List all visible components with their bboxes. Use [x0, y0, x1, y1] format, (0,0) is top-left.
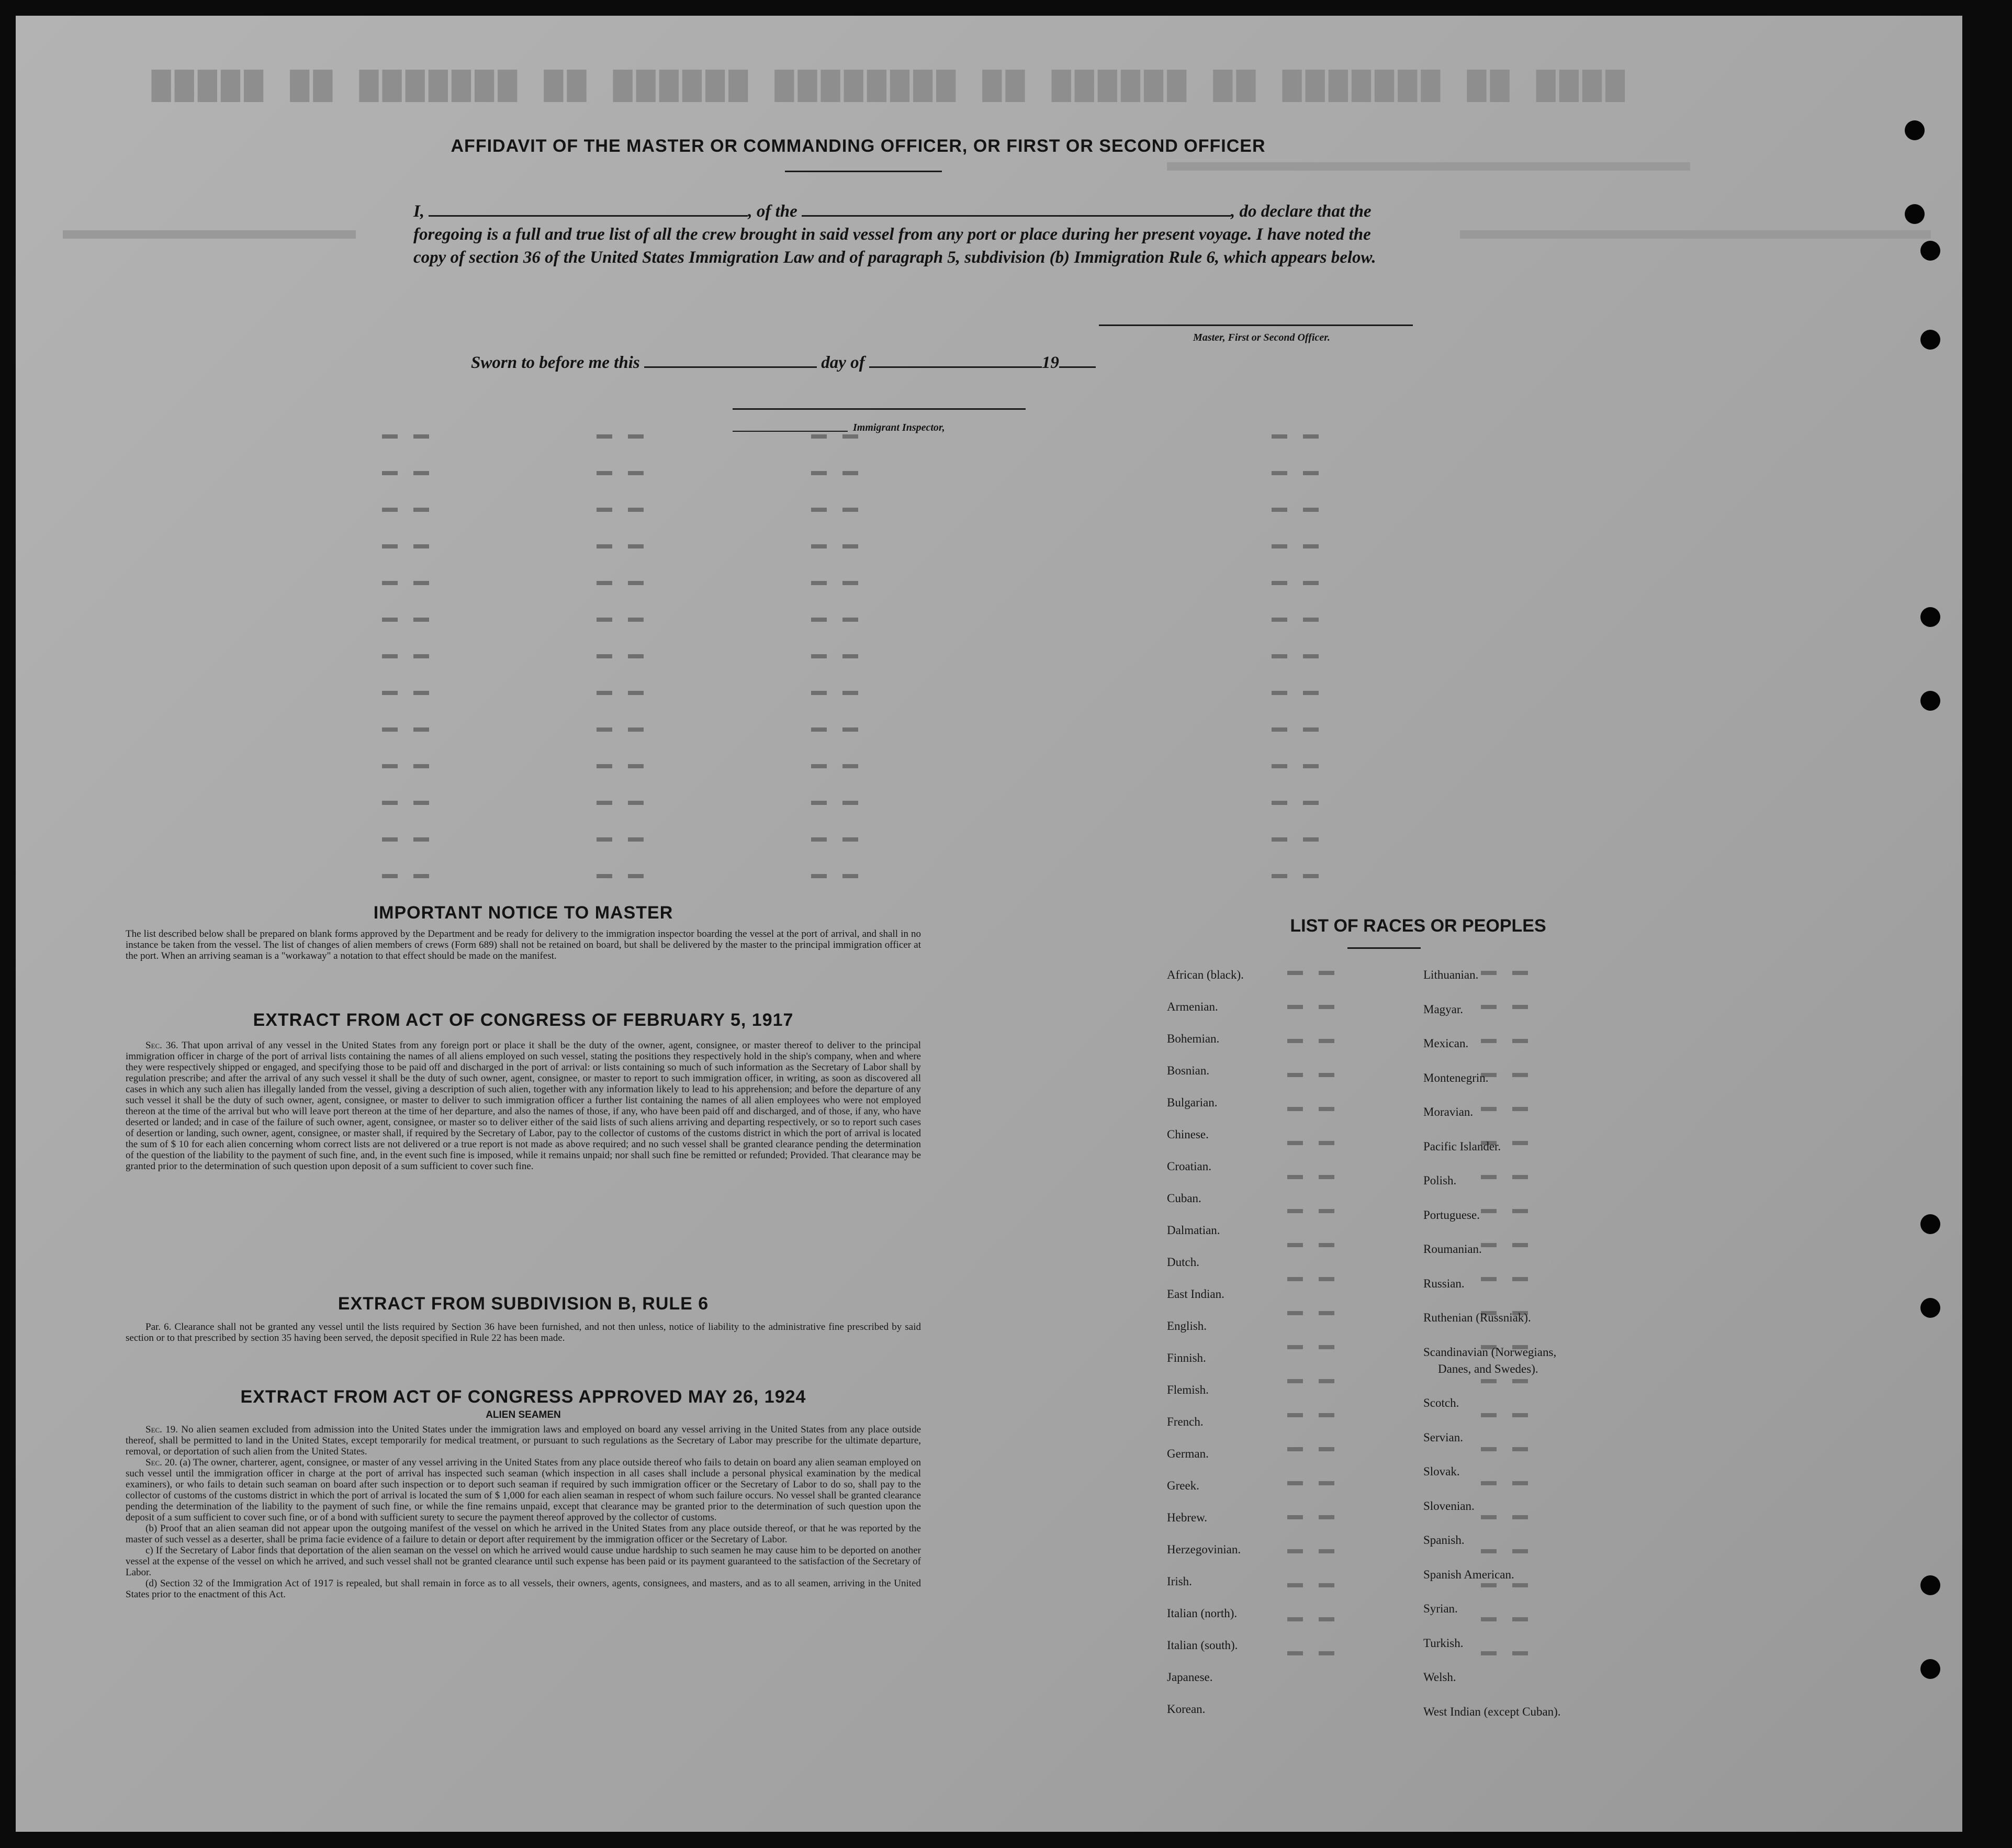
race-item: Syrian. — [1423, 1602, 1458, 1615]
row-dash — [1287, 1175, 1303, 1179]
row-dash — [1287, 1277, 1303, 1281]
row-dash — [1481, 1583, 1497, 1587]
punch-hole — [1905, 204, 1925, 224]
extract-rule6-title: EXTRACT FROM SUBDIVISION B, RULE 6 — [338, 1294, 709, 1314]
race-item: Servian. — [1423, 1430, 1464, 1444]
row-dash — [1512, 1617, 1528, 1621]
race-item: Japanese. — [1167, 1671, 1213, 1684]
declaration-of-the: , of the — [748, 202, 797, 221]
row-dash — [382, 764, 398, 768]
master-signature-line[interactable] — [1099, 324, 1413, 326]
row-dash — [413, 434, 429, 439]
row-dash — [1481, 1175, 1497, 1179]
row-dash — [1512, 1515, 1528, 1519]
row-dash — [811, 508, 827, 512]
row-dash — [1287, 1617, 1303, 1621]
sworn-day-of: day of — [821, 353, 865, 372]
row-dash — [1272, 618, 1287, 622]
row-dash — [842, 581, 858, 585]
race-item: Ruthenian (Russniak). — [1423, 1311, 1531, 1324]
row-dash — [1303, 581, 1319, 585]
row-dash — [413, 471, 429, 475]
row-dash — [1287, 1141, 1303, 1145]
row-dash — [811, 837, 827, 842]
row-dash — [597, 874, 612, 878]
row-dash — [1319, 1175, 1334, 1179]
row-dash — [1287, 1651, 1303, 1655]
row-dash — [1287, 1039, 1303, 1043]
row-dash — [382, 618, 398, 622]
race-item: Mexican. — [1423, 1037, 1469, 1050]
row-dash — [413, 837, 429, 842]
punch-hole — [1920, 1214, 1940, 1234]
row-dash — [628, 581, 644, 585]
sec-36-text: That upon arrival of any vessel in the United States from any foreign port or place it shall be the duty of the owner, agent, consignee, or master thereof to deliver to the principal immigration officer in charge of the port of arrival lists containing the names of all aliens employed on such vessel, stating the positions they respectively hold in the ship's company, when and where they were respectively shipped or engaged, and specifying those to be paid off and discharged in the port of arrival: or lists containing so much of such information as the Secretary of Labor shall by regulation prescribe; and after the arrival of any such vessel it shall be the duty of such owner, agent, consignee, or master to report to such immigration officer, in writing, as soon as discovered all cases in which any such alien has illegally landed from the vessel, giving a description of such alien, together with any information likely to lead to his apprehension; and before the departure of any such vessel it shall be the duty of such owner, agent, consignee, or master to deliver to such immigration officer a further list containing the names of all alien employees who were not employed thereon at the time of the arrival but who will leave port thereon at the time of her departure, and also the names of those, if any, who have been paid off and discharged, and of those, if any, who have deserted or landed; and in case of the failure of such owner, agent, consignee, or master so to deliver either of the said lists of such aliens arriving and departing respectively, or so to report such cases of desertion or landing, such owner, agent, consignee, or master shall, if required by the Secretary of Labor, pay to the collector of customs of the customs district in which the port of arrival is located the sum of $ 10 for each alien concerning whom correct lists are not delivered or a true report is not made as above required; and no such vessel shall be granted clearance pending the determination of the question of the liability to the payment of such fine, and, in the event such fine is imposed, while it remains unpaid; nor shall such fine be remitted or refunded; Provided. That clearance may be granted prior to the determination of such question upon deposit of a sum sufficient to cover such fine. — [126, 1040, 921, 1172]
row-dash — [1272, 691, 1287, 695]
row-dash — [1512, 1209, 1528, 1213]
sec-19-paragraph — [126, 1424, 921, 1457]
row-dash — [811, 544, 827, 548]
row-dash — [1512, 1651, 1528, 1655]
row-dash — [597, 654, 612, 658]
race-item: French. — [1167, 1415, 1204, 1428]
race-item: Cuban. — [1167, 1192, 1201, 1205]
row-dash — [1481, 1379, 1497, 1383]
race-item: Moravian. — [1423, 1105, 1474, 1118]
row-dash — [1512, 1073, 1528, 1077]
row-dash — [842, 471, 858, 475]
declaration-body: that the foregoing is a full and true list of all the crew brought in said vessel from any port or place during her present voyage. I have noted the copy of section 36 of the United States Immigration Law and of paragraph 5, subdivision (b) Immigration Rule 6, which appears below. — [413, 202, 1376, 267]
races-title: LIST OF RACES OR PEOPLES — [1290, 916, 1546, 936]
row-dash — [597, 581, 612, 585]
row-dash — [413, 508, 429, 512]
row-dash — [413, 618, 429, 622]
master-name-blank[interactable] — [429, 215, 748, 217]
row-dash — [628, 508, 644, 512]
row-dash — [1319, 1651, 1334, 1655]
row-dash — [382, 581, 398, 585]
row-dash — [1303, 764, 1319, 768]
extract-1917 — [126, 1010, 921, 1172]
extract-1917-paragraph — [126, 1040, 921, 1172]
row-dash — [1512, 1549, 1528, 1553]
row-dash — [1272, 581, 1287, 585]
race-item: Italian (north). — [1167, 1607, 1238, 1620]
race-item: Chinese. — [1167, 1128, 1209, 1141]
sworn-year-blank[interactable] — [1059, 366, 1096, 368]
row-dash — [1319, 1447, 1334, 1451]
race-item: Bulgarian. — [1167, 1096, 1218, 1109]
row-dash — [842, 837, 858, 842]
sec-20a-text: (a) The owner, charterer, agent, consignee, or master of any vessel arriving in the United States from any place outside thereof who fails to detain on board any alien seaman employed on such vessel until the immigration officer in charge at the port of arrival has inspected such seaman (which inspection in all cases shall include a personal physical examination by the medical examiners), or who fails to detain such seaman on board after such inspection or to deport such seaman if required by such immigration officer or the Secretary of Labor to do so, shall pay to the collector of customs of the customs district in which the port of arrival is located the sum of $ 1,000 for each alien seaman in respect of whom such failure occurs. No vessel shall be granted clearance pending the determination of the liability to the payment of such fine, or while the fine remains unpaid, except that clearance may be granted prior to the determination of such question upon the deposit of a sum sufficient to cover such fine, or of a bond with sufficient surety to secure the payment thereof approved by the collector of customs. — [126, 1457, 921, 1523]
row-dash — [1319, 1073, 1334, 1077]
row-dash — [1319, 1549, 1334, 1553]
row-dash — [1287, 1005, 1303, 1009]
row-dash — [811, 727, 827, 732]
row-dash — [1287, 1481, 1303, 1485]
row-dash — [382, 691, 398, 695]
row-dash — [1287, 1073, 1303, 1077]
row-dash — [842, 801, 858, 805]
race-item: Dalmatian. — [1167, 1224, 1220, 1237]
race-item: Montenegrin. — [1423, 1071, 1489, 1084]
row-dash — [1481, 1005, 1497, 1009]
row-dash — [413, 874, 429, 878]
punch-hole — [1920, 1659, 1940, 1679]
race-item: Bosnian. — [1167, 1064, 1210, 1077]
row-dash — [1319, 1583, 1334, 1587]
row-dash — [597, 618, 612, 622]
race-item: Slovak. — [1423, 1465, 1460, 1478]
row-dash — [1481, 1481, 1497, 1485]
row-dash — [1303, 654, 1319, 658]
row-dash — [1481, 1617, 1497, 1621]
row-dash — [1512, 1583, 1528, 1587]
row-dash — [811, 471, 827, 475]
row-dash — [811, 581, 827, 585]
row-dash — [842, 727, 858, 732]
row-dash — [1512, 1447, 1528, 1451]
row-dash — [413, 654, 429, 658]
race-item: Finnish. — [1167, 1351, 1206, 1364]
row-dash — [597, 764, 612, 768]
race-item: East Indian. — [1167, 1287, 1224, 1301]
row-dash — [382, 508, 398, 512]
row-dash — [1512, 1413, 1528, 1417]
race-item: West Indian (except Cuban). — [1423, 1705, 1561, 1718]
punch-hole — [1920, 241, 1940, 261]
race-item: Portuguese. — [1423, 1208, 1480, 1222]
row-dash — [842, 874, 858, 878]
row-dash — [1272, 874, 1287, 878]
race-item: Korean. — [1167, 1703, 1206, 1716]
row-dash — [1319, 1515, 1334, 1519]
row-dash — [382, 727, 398, 732]
races-title-rule — [1347, 947, 1421, 949]
row-dash — [1287, 1107, 1303, 1111]
row-dash — [1319, 1107, 1334, 1111]
row-dash — [1272, 544, 1287, 548]
row-dash — [1481, 1209, 1497, 1213]
row-dash — [1481, 971, 1497, 975]
row-dash — [1481, 1413, 1497, 1417]
row-dash — [413, 691, 429, 695]
row-dash — [1319, 1617, 1334, 1621]
row-dash — [1319, 1481, 1334, 1485]
inspector-signature-line[interactable] — [733, 408, 1026, 410]
row-dash — [628, 654, 644, 658]
row-dash — [1303, 471, 1319, 475]
row-dash — [1481, 1277, 1497, 1281]
race-item: Croatian. — [1167, 1160, 1211, 1173]
sworn-prefix: Sworn to before me this — [471, 353, 640, 372]
race-item: Greek. — [1167, 1479, 1199, 1492]
bleed-through-row — [1460, 230, 1931, 239]
row-dash — [811, 764, 827, 768]
row-dash — [1303, 544, 1319, 548]
bleed-through-heading: ▇▇▇▇▇ ▇▇ ▇▇▇▇▇▇▇ ▇▇ ▇▇▇▇▇▇ ▇▇▇▇▇▇▇▇ ▇▇ ▇▇▇▇▇▇ ▇▇ ▇▇▇▇▇▇▇ ▇▇ ▇▇▇▇ — [152, 69, 1629, 104]
row-dash — [811, 654, 827, 658]
row-dash — [1319, 1413, 1334, 1417]
row-dash — [842, 618, 858, 622]
inspector-label: Immigrant Inspector, — [853, 422, 945, 433]
race-item: Roumanian. — [1423, 1242, 1482, 1256]
manifest-sheet — [16, 16, 1962, 1832]
sec-20-label: Sec. 20. — [145, 1457, 177, 1468]
sec-20c-text: c) If the Secretary of Labor finds that deportation of the alien seaman on the vessel on which he arrived would cause undue hardship to such seamen he may cause him to be deported on another vessel at the expense of the vessel on which he arrived, and such vessel shall not be granted clearance until such expense has been paid or its payment guaranteed to the satisfaction of the Secretary of Labor. — [126, 1545, 921, 1578]
row-dash — [1303, 691, 1319, 695]
race-item: Slovenian. — [1423, 1499, 1475, 1513]
sec-19-label: Sec. 19. — [145, 1424, 178, 1435]
row-dash — [1481, 1515, 1497, 1519]
row-dash — [1319, 1243, 1334, 1247]
row-dash — [1512, 1141, 1528, 1145]
row-dash — [628, 544, 644, 548]
race-item: Polish. — [1423, 1174, 1457, 1187]
extract-rule6-text: Par. 6. Clearance shall not be granted any vessel until the lists required by Section 36 have been furnished, and not then unless, notice of liability to the administrative fine prescribed by said section or to that prescribed by section 35 having been served, the deposit specified in Rule 22 has been made. — [126, 1321, 921, 1343]
row-dash — [1272, 434, 1287, 439]
row-dash — [1287, 1243, 1303, 1247]
race-item: Welsh. — [1423, 1671, 1456, 1684]
bleed-through-row — [1167, 162, 1690, 171]
row-dash — [413, 727, 429, 732]
row-dash — [597, 727, 612, 732]
row-dash — [413, 544, 429, 548]
race-item: Flemish. — [1167, 1383, 1209, 1396]
race-item: English. — [1167, 1319, 1207, 1332]
row-dash — [1303, 874, 1319, 878]
row-dash — [628, 874, 644, 878]
inspector-label-rule — [733, 431, 848, 432]
row-dash — [842, 434, 858, 439]
row-dash — [1481, 1107, 1497, 1111]
row-dash — [1512, 971, 1528, 975]
sec-20a-paragraph — [126, 1457, 921, 1523]
race-item: Scotch. — [1423, 1396, 1459, 1409]
row-dash — [1287, 1515, 1303, 1519]
extract-1924 — [126, 1387, 921, 1600]
race-item: Danes, and Swedes). — [1438, 1362, 1538, 1375]
row-dash — [842, 508, 858, 512]
row-dash — [842, 544, 858, 548]
row-dash — [413, 581, 429, 585]
row-dash — [1272, 654, 1287, 658]
race-item: Lithuanian. — [1423, 968, 1479, 981]
row-dash — [1287, 1345, 1303, 1349]
row-dash — [1303, 837, 1319, 842]
race-item: Italian (south). — [1167, 1639, 1238, 1652]
important-notice — [126, 903, 921, 961]
race-item: Dutch. — [1167, 1256, 1199, 1269]
row-dash — [1481, 1651, 1497, 1655]
row-dash — [1319, 1345, 1334, 1349]
row-dash — [597, 837, 612, 842]
row-dash — [1319, 971, 1334, 975]
row-dash — [1481, 1243, 1497, 1247]
row-dash — [382, 874, 398, 878]
row-dash — [1512, 1243, 1528, 1247]
row-dash — [597, 508, 612, 512]
row-dash — [628, 471, 644, 475]
row-dash — [1303, 727, 1319, 732]
row-dash — [1319, 1379, 1334, 1383]
row-dash — [597, 544, 612, 548]
affidavit-title: AFFIDAVIT OF THE MASTER OR COMMANDING OFFICER, OR FIRST OR SECOND OFFICER — [451, 136, 1266, 156]
row-dash — [597, 801, 612, 805]
important-notice-title: IMPORTANT NOTICE TO MASTER — [373, 903, 673, 923]
race-item: Pacific Islander. — [1423, 1139, 1501, 1153]
sworn-day-blank[interactable] — [644, 366, 817, 368]
row-dash — [1481, 1039, 1497, 1043]
row-dash — [811, 618, 827, 622]
bleed-through-row — [63, 230, 356, 239]
row-dash — [628, 801, 644, 805]
row-dash — [628, 764, 644, 768]
important-notice-text: The list described below shall be prepared on blank forms approved by the Department and be ready for delivery to the immigration inspector boarding the vessel at the port of arrival, and shall in no instance be taken from the vessel. The list of changes of alien members of crews (Form 689) shall not be retained on board, but shall be delivered by the master to the principal immigration officer at the port. When an arriving seaman is a "workaway" a notation to that effect should be made on the manifest. — [126, 928, 921, 961]
race-item: Magyar. — [1423, 1002, 1464, 1016]
row-dash — [628, 618, 644, 622]
row-dash — [842, 654, 858, 658]
row-dash — [1512, 1277, 1528, 1281]
race-item: Turkish. — [1423, 1636, 1464, 1650]
race-item: Irish. — [1167, 1575, 1192, 1588]
row-dash — [1303, 434, 1319, 439]
row-dash — [842, 691, 858, 695]
race-item: Spanish. — [1423, 1533, 1465, 1547]
row-dash — [1303, 508, 1319, 512]
affidavit-declaration — [413, 200, 1408, 269]
row-dash — [1481, 1549, 1497, 1553]
row-dash — [842, 764, 858, 768]
row-dash — [811, 874, 827, 878]
row-dash — [1287, 1209, 1303, 1213]
declaration-do-declare: , do declare — [1231, 202, 1313, 221]
race-item: Scandinavian (Norwegians, — [1423, 1345, 1557, 1359]
punch-hole — [1920, 1575, 1940, 1595]
row-dash — [382, 471, 398, 475]
extract-1924-title: EXTRACT FROM ACT OF CONGRESS APPROVED MAY 26, 1924 — [240, 1387, 806, 1407]
row-dash — [1319, 1039, 1334, 1043]
punch-hole — [1920, 330, 1940, 350]
extract-1924-subtitle: ALIEN SEAMEN — [486, 1409, 561, 1420]
punch-hole — [1920, 607, 1940, 627]
race-item: Herzegovinian. — [1167, 1543, 1241, 1556]
row-dash — [811, 691, 827, 695]
race-item: Hebrew. — [1167, 1511, 1208, 1524]
affidavit-title-rule — [785, 171, 942, 172]
sworn-line — [471, 353, 1204, 373]
row-dash — [413, 764, 429, 768]
race-item: Russian. — [1423, 1276, 1465, 1290]
race-item: Spanish American. — [1423, 1567, 1514, 1581]
row-dash — [1512, 1005, 1528, 1009]
race-item: Armenian. — [1167, 1000, 1218, 1013]
row-dash — [1303, 801, 1319, 805]
row-dash — [1481, 1447, 1497, 1451]
row-dash — [1287, 1447, 1303, 1451]
row-dash — [1287, 971, 1303, 975]
row-dash — [1287, 1311, 1303, 1315]
row-dash — [628, 837, 644, 842]
row-dash — [382, 434, 398, 439]
row-dash — [1287, 1413, 1303, 1417]
row-dash — [382, 654, 398, 658]
row-dash — [1512, 1175, 1528, 1179]
row-dash — [1287, 1379, 1303, 1383]
row-dash — [1272, 727, 1287, 732]
race-item: Bohemian. — [1167, 1032, 1220, 1045]
row-dash — [1319, 1311, 1334, 1315]
row-dash — [1319, 1141, 1334, 1145]
row-dash — [1512, 1481, 1528, 1485]
sec-20d-text: (d) Section 32 of the Immigration Act of 1917 is repealed, but shall remain in force as to all vessels, their owners, agents, consignees, and masters, and as to all seamen, arriving in the United States prior to the enactment of this Act. — [126, 1578, 921, 1600]
row-dash — [628, 727, 644, 732]
punch-hole — [1920, 691, 1940, 711]
vessel-name-blank[interactable] — [802, 215, 1231, 217]
master-signature-label: Master, First or Second Officer. — [1193, 332, 1330, 343]
row-dash — [1319, 1209, 1334, 1213]
extract-rule6 — [126, 1294, 921, 1343]
punch-hole — [1920, 1298, 1940, 1318]
sec-36-label: Sec. 36. — [145, 1040, 178, 1051]
row-dash — [1272, 508, 1287, 512]
row-dash — [1512, 1107, 1528, 1111]
declaration-i: I, — [413, 202, 425, 221]
sec-19-text: No alien seamen excluded from admission into the United States under the immigration laws and employed on board any vessel arriving in the United States from any place outside thereof, shall be permitted to land in the United States, except temporarily for medical treatment, or pursuant to such regulations as the Secretary of Labor may prescribe for the ultimate departure, removal, or deportation of such alien from the United States. — [126, 1424, 921, 1457]
row-dash — [1287, 1549, 1303, 1553]
row-dash — [382, 801, 398, 805]
row-dash — [597, 691, 612, 695]
row-dash — [1512, 1039, 1528, 1043]
race-item: African (black). — [1167, 968, 1244, 981]
row-dash — [1303, 618, 1319, 622]
row-dash — [1272, 801, 1287, 805]
row-dash — [597, 434, 612, 439]
sworn-month-blank[interactable] — [869, 366, 1042, 368]
row-dash — [1272, 471, 1287, 475]
row-dash — [1287, 1583, 1303, 1587]
row-dash — [1512, 1379, 1528, 1383]
row-dash — [1272, 764, 1287, 768]
row-dash — [628, 691, 644, 695]
row-dash — [382, 837, 398, 842]
row-dash — [1272, 837, 1287, 842]
sworn-year: 19 — [1041, 353, 1059, 372]
extract-1917-title: EXTRACT FROM ACT OF CONGRESS OF FEBRUARY 5, 1917 — [253, 1010, 794, 1030]
row-dash — [382, 544, 398, 548]
row-dash — [597, 471, 612, 475]
race-item: German. — [1167, 1447, 1209, 1460]
sec-20b-text: (b) Proof that an alien seaman did not appear upon the outgoing manifest of the vessel on which he arrived in the United States from any place outside thereof, or that he was reported by the master of such vessel as a deserter, shall be prima facie evidence of a failure to detain or deport after requirement by the immigration officer or the Secretary of Labor. — [126, 1523, 921, 1545]
punch-hole — [1905, 120, 1925, 140]
row-dash — [811, 801, 827, 805]
row-dash — [1319, 1277, 1334, 1281]
row-dash — [1319, 1005, 1334, 1009]
row-dash — [413, 801, 429, 805]
row-dash — [628, 434, 644, 439]
row-dash — [811, 434, 827, 439]
